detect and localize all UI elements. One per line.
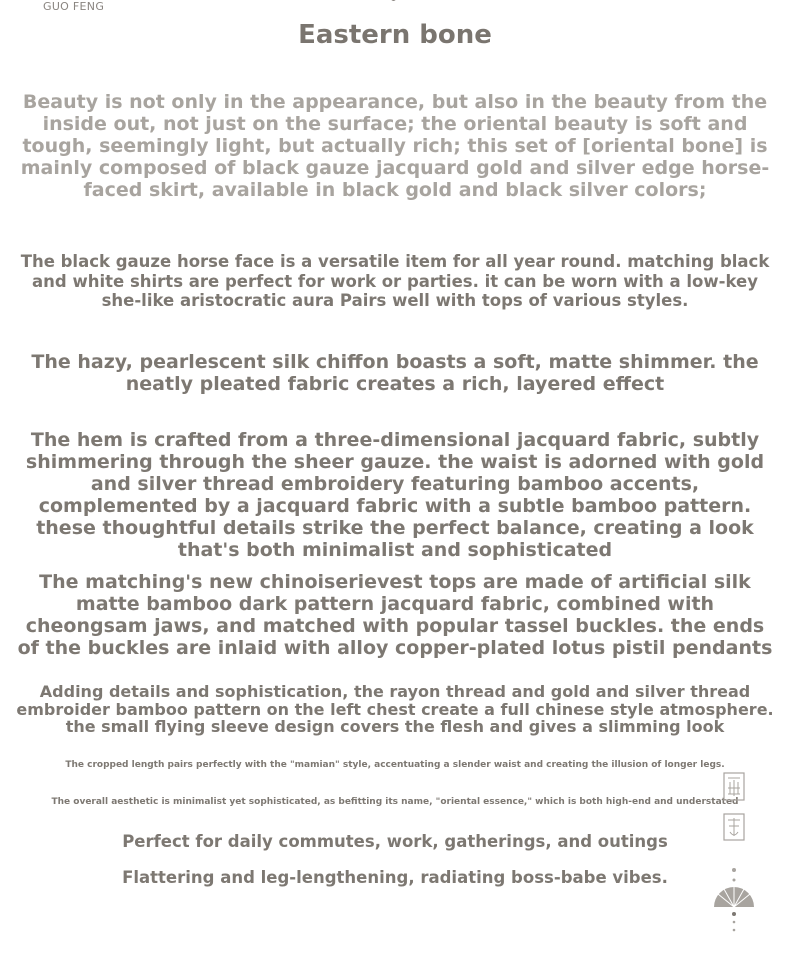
hem-paragraph: The hem is crafted from a three-dimensional jacquard fabric, subtly shimmering through the sheer gauze. the waist is adorned with gold and silver thread embroidery featuring bamboo accents, complemented by a jacquard fabric with a subtle bamboo pattern. these thoughtful details strike the perfect balance, creating a look that's both minimalist and sophisticated — [25, 429, 765, 561]
folding-fan-icon — [714, 887, 754, 907]
aesthetic-paragraph: The overall aesthetic is minimalist yet sophisticated, as befitting its name, "oriental essence," which is both high-end and understated — [51, 797, 739, 807]
embroidery-paragraph: Adding details and sophistication, the rayon thread and gold and silver thread embroider bamboo pattern on the left chest create a full chinese style atmosphere. the small flying sleeve design covers the flesh and gives a slimming look — [16, 682, 774, 736]
intro-paragraph: Beauty is not only in the appearance, but also in the beauty from the inside out, not just on the surface; the oriental beauty is soft and tough, seemingly light, but actually rich; this set of [oriental bone] is mainly composed of black gauze jacquard gold and silver edge horse-faced skirt, available in black gold and black silver colors; — [20, 91, 770, 201]
chiffon-paragraph: The hazy, pearlescent silk chiffon boasts a soft, matte shimmer. the neatly pleated fabric creates a rich, layered effect — [31, 351, 759, 395]
flattering-paragraph: Flattering and leg-lengthening, radiating boss-babe vibes. — [122, 868, 668, 887]
occasions-paragraph: Perfect for daily commutes, work, gatherings, and outings — [122, 832, 668, 851]
dot-icon — [733, 929, 736, 932]
cropped-paragraph: The cropped length pairs perfectly with the "mamian" style, accentuating a slender waist and creating the illusion of longer legs. — [65, 760, 725, 770]
brand-label: GUO FENG — [43, 0, 105, 13]
top-dot — [391, 0, 396, 1]
seal-stamp-icon — [724, 814, 744, 840]
dot-icon — [732, 868, 736, 872]
seal-stamp-icon — [724, 773, 744, 800]
vest-paragraph: The matching's new chinoiserievest tops are made of artificial silk matte bamboo dark pattern jacquard fabric, combined with cheongsam jaws, and matched with popular tassel buckles. the ends of the buckles are inlaid with alloy copper-plated lotus pistil pendants — [17, 571, 773, 659]
page-title: Eastern bone — [298, 20, 492, 50]
dot-icon — [733, 921, 736, 924]
versatile-paragraph: The black gauze horse face is a versatile item for all year round. matching black and white shirts are perfect for work or parties. it can be worn with a low-key she-like aristocratic aura Pairs well with tops of various styles. — [20, 252, 770, 310]
dot-icon — [732, 912, 736, 916]
decoration-column — [710, 770, 760, 940]
dot-icon — [733, 879, 736, 882]
